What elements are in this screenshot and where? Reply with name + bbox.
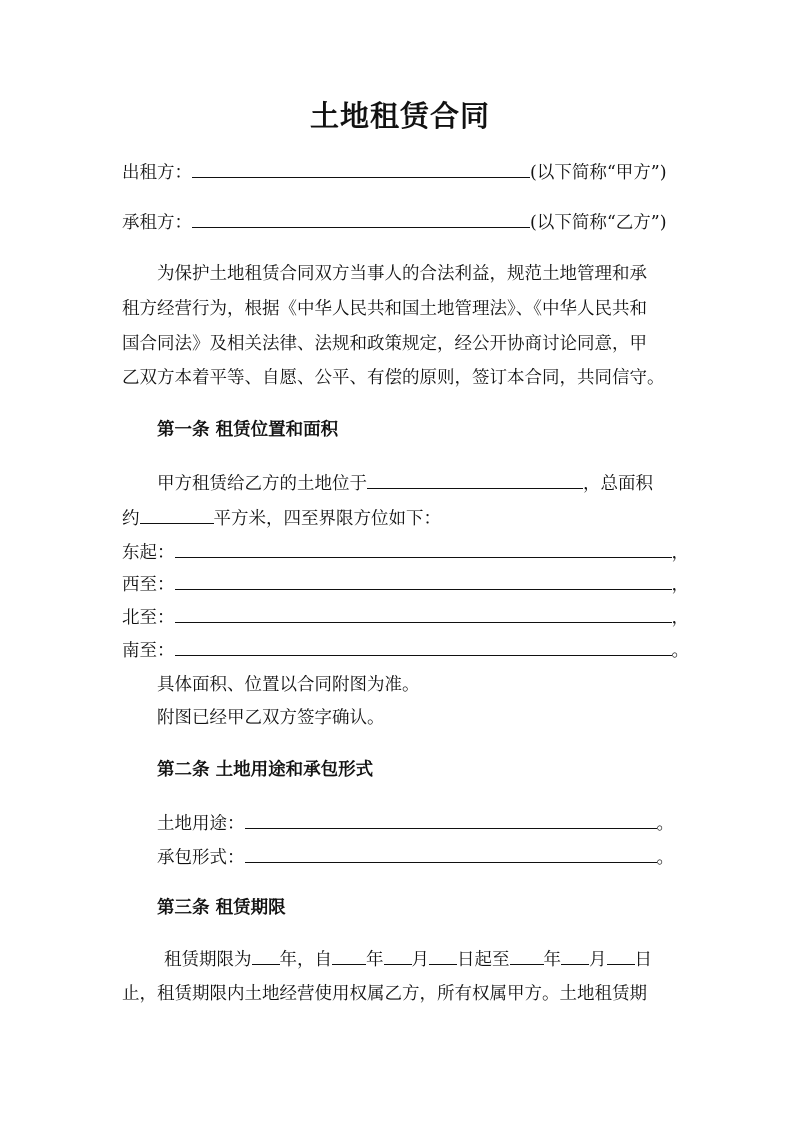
south-label: 南至： xyxy=(122,641,175,661)
land-use-blank[interactable] xyxy=(245,810,657,829)
approx-label: 约 xyxy=(122,509,140,529)
end-day-blank[interactable] xyxy=(607,946,635,965)
total-area-label: ，总面积 xyxy=(583,474,653,494)
article-1-area-line xyxy=(122,505,441,531)
land-use-line xyxy=(157,810,674,836)
map-note: 附图已经甲乙双方签字确认。 xyxy=(157,708,385,728)
preamble-line-1: 为保护土地租赁合同双方当事人的合法利益，规范土地管理和承 xyxy=(157,264,647,284)
land-use-period: 。 xyxy=(656,814,674,834)
lease-term-line xyxy=(164,946,652,972)
preamble-line-3: 国合同法》及相关法律、法规和政策规定，经公开协商讨论同意，甲 xyxy=(122,334,647,354)
west-comma: ， xyxy=(671,575,689,595)
start-month-label: 月 xyxy=(411,950,429,970)
start-year-label: 年 xyxy=(366,950,384,970)
contract-form-blank[interactable] xyxy=(245,844,657,863)
start-month-blank[interactable] xyxy=(384,946,412,965)
term-years-blank[interactable] xyxy=(252,946,280,965)
preamble-line-4: 乙双方本着平等、自愿、公平、有偿的原则，签订本合同，共同信守。 xyxy=(122,368,665,388)
west-label: 西至： xyxy=(122,575,175,595)
location-blank[interactable] xyxy=(367,470,583,489)
contract-form-period: 。 xyxy=(656,848,674,868)
area-unit-text: 平方米，四至界限方位如下： xyxy=(213,509,441,529)
party-b-label: 承租方： xyxy=(122,213,192,233)
party-b-line xyxy=(122,209,667,235)
end-day-label: 日 xyxy=(634,950,652,970)
end-month-label: 月 xyxy=(589,950,607,970)
article-2-heading: 第二条 土地用途和承包形式 xyxy=(157,760,374,780)
article-1-location-line xyxy=(157,470,653,496)
term-label: 租赁期限为 xyxy=(164,950,252,970)
area-note: 具体面积、位置以合同附图为准。 xyxy=(157,675,420,695)
party-a-suffix: (以下简称“甲方”) xyxy=(530,163,667,183)
term-from-label: 年，自 xyxy=(279,950,332,970)
east-label: 东起： xyxy=(122,543,175,563)
west-boundary-line xyxy=(122,571,689,597)
north-comma: ， xyxy=(671,608,689,628)
end-year-label: 年 xyxy=(543,950,561,970)
east-comma: ， xyxy=(671,543,689,563)
north-label: 北至： xyxy=(122,608,175,628)
party-a-label: 出租方： xyxy=(122,163,192,183)
east-boundary-line xyxy=(122,539,689,565)
south-blank[interactable] xyxy=(175,637,672,656)
end-month-blank[interactable] xyxy=(561,946,589,965)
document-title: 土地租赁合同 xyxy=(309,99,490,133)
article-3-heading: 第三条 租赁期限 xyxy=(157,898,286,918)
article-1-heading: 第一条 租赁位置和面积 xyxy=(157,420,339,440)
lease-term-line-2: 止，租赁期限内土地经营使用权属乙方，所有权属甲方。土地租赁期 xyxy=(122,984,647,1004)
south-period: 。 xyxy=(671,641,689,661)
party-b-blank[interactable] xyxy=(192,209,530,228)
contract-form-label: 承包形式： xyxy=(157,848,245,868)
area-blank[interactable] xyxy=(140,505,214,524)
north-blank[interactable] xyxy=(175,604,672,623)
party-a-line xyxy=(122,159,667,185)
west-blank[interactable] xyxy=(175,571,672,590)
north-boundary-line xyxy=(122,604,689,630)
party-b-suffix: (以下简称“乙方”) xyxy=(530,213,667,233)
south-boundary-line xyxy=(122,637,689,663)
east-blank[interactable] xyxy=(175,539,672,558)
start-day-blank[interactable] xyxy=(429,946,457,965)
start-year-blank[interactable] xyxy=(332,946,366,965)
start-day-label: 日起至 xyxy=(457,950,510,970)
party-a-blank[interactable] xyxy=(192,159,530,178)
land-use-label: 土地用途： xyxy=(157,814,245,834)
location-label: 甲方租赁给乙方的土地位于 xyxy=(157,474,367,494)
preamble-line-2: 租方经营行为，根据《中华人民共和国土地管理法》、《中华人民共和 xyxy=(122,299,647,319)
end-year-blank[interactable] xyxy=(510,946,544,965)
contract-form-line xyxy=(157,844,674,870)
